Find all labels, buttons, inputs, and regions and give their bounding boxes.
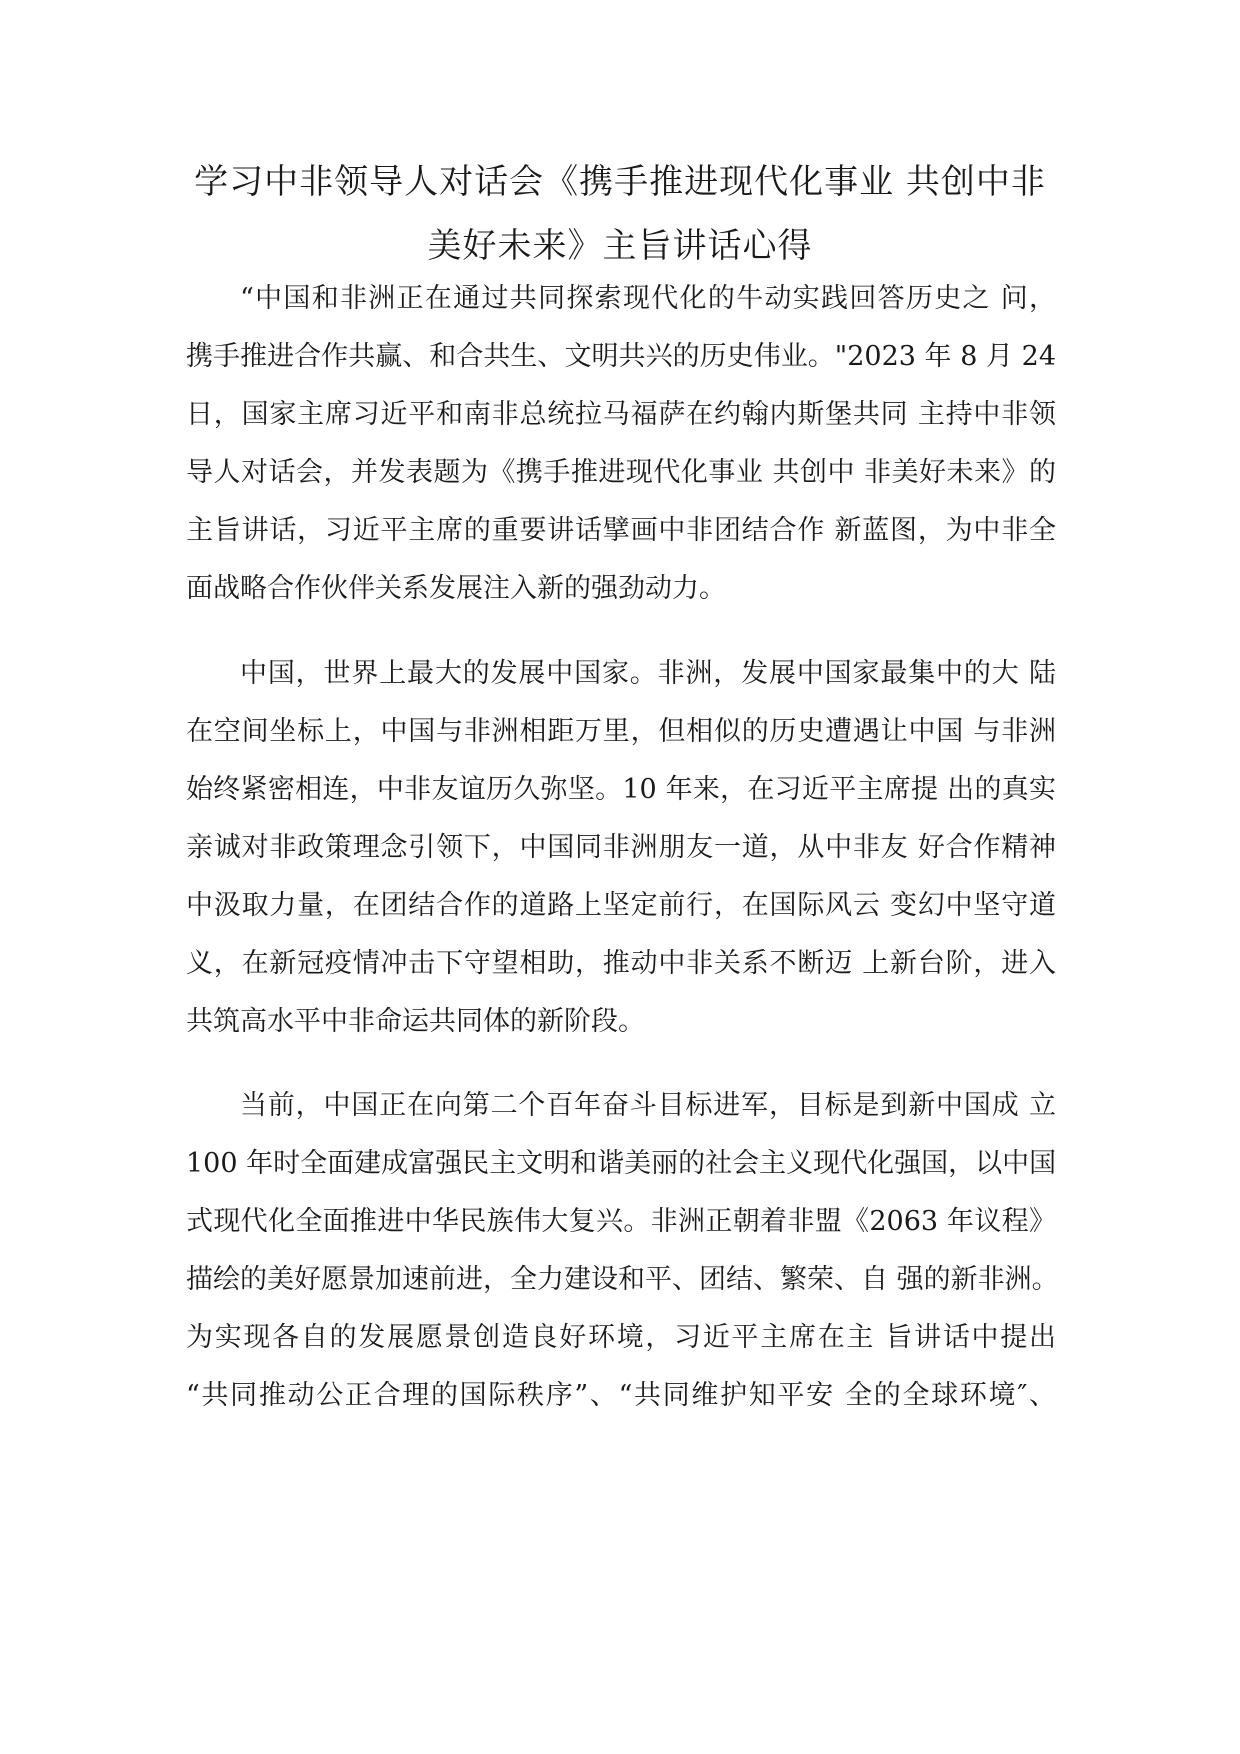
paragraph-1-line-6: 面战略合作伙伴关系发展注入新的强劲动力。 (186, 573, 726, 604)
paragraph-2-line-6: 义，在新冠疫情冲击下守望相助，推动中非关系不断迈 上新台阶，进入 (186, 948, 1056, 979)
paragraph-1-line-4: 导人对话会，并发表题为《携手推进现代化事业 共创中 非美好未来》的 (186, 457, 1056, 488)
paragraph-1-line-1: “中国和非洲正在通过共同探索现代化的牛动实践回答历史之 问， (240, 283, 1056, 314)
paragraph-3-line-1: 当前，中国正在向第二个百年奋斗目标进军，目标是到新中国成 立 (240, 1090, 1056, 1121)
paragraph-1-line-3: 日，国家主席习近平和南非总统拉马福萨在约翰内斯堡共同 主持中非领 (186, 399, 1056, 430)
paragraph-3-line-6: “共同推动公正合理的国际秩序”、“共同维护知平安 全的全球环境″、 (186, 1380, 1056, 1411)
paragraph-2-line-5: 中汲取力量，在团结合作的道路上坚定前行，在国际风云 变幻中坚守道 (186, 890, 1056, 921)
paragraph-2-line-4: 亲诚对非政策理念引领下，中国同非洲朋友一道，从中非友 好合作精神 (186, 832, 1056, 863)
paragraph-1-line-2: 携手推进合作共赢、和合共生、文明共兴的历史伟业。"2023 年 8 月 24 (186, 341, 1056, 372)
paragraph-3-line-5: 为实现各自的发展愿景创造良好环境，习近平主席在主 旨讲话中提出 (186, 1322, 1056, 1353)
document-title-line-1: 学习中非领导人对话会《携手推进现代化事业 共创中非 (194, 162, 1046, 202)
paragraph-3-line-2: 100 年时全面建成富强民主文明和谐美丽的社会主义现代化强国，以中国 (186, 1148, 1057, 1179)
document-title-line-2: 美好未来》主旨讲话心得 (427, 226, 813, 266)
paragraph-3-line-3: 式现代化全面推进中华民族伟大复兴。非洲正朝着非盟《2063 年议程》 (186, 1206, 1056, 1237)
paragraph-2-line-1: 中国，世界上最大的发展中国家。非洲，发展中国家最集中的大 陆 (240, 658, 1056, 689)
paragraph-3-line-4: 描绘的美好愿景加速前进，全力建设和平、团结、繁荣、自 强的新非洲。 (186, 1264, 1059, 1295)
paragraph-2-line-2: 在空间坐标上，中国与非洲相距万里，但相似的历史遭遇让中国 与非洲 (186, 716, 1056, 747)
paragraph-2-line-7: 共筑高水平中非命运共同体的新阶段。 (186, 1006, 645, 1037)
paragraph-2-line-3: 始终紧密相连，中非友谊历久弥坚。10 年来，在习近平主席提 出的真实 (186, 774, 1056, 805)
paragraph-1-line-5: 主旨讲话，习近平主席的重要讲话擘画中非团结合作 新蓝图，为中非全 (186, 515, 1056, 546)
